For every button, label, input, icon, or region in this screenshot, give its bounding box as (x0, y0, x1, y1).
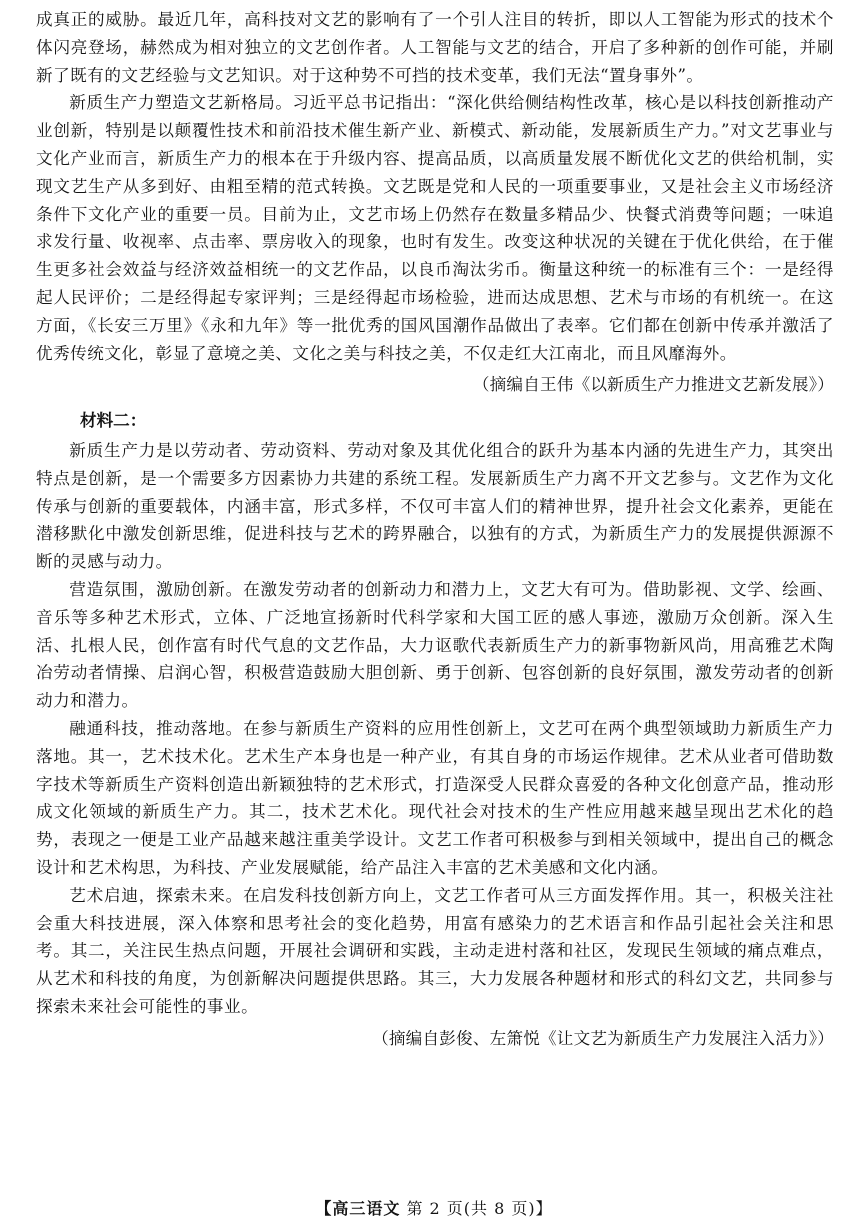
material-two-paragraph-2: 营造氛围，激励创新。在激发劳动者的创新动力和潜力上，文艺大有可为。借助影视、文学、绘画、音乐等多种艺术形式，立体、广泛地宣扬新时代科学家和大国工匠的感人事迹，激励万众创新。深入生活、扎根人民，创作富有时代气息的文艺作品，大力讴歌代表新质生产力的新事物新风尚，用高雅艺术陶冶劳动者情操、启润心智，积极营造鼓励大胆创新、勇于创新、包容创新的良好氛围，激发劳动者的创新动力和潜力。 (36, 579, 834, 711)
material-two-paragraph-3: 融通科技，推动落地。在参与新质生产资料的应用性创新上，文艺可在两个典型领域助力新质生产力落地。其一，艺术技术化。艺术生产本身也是一种产业，有其自身的市场运作规律。艺术从业者可借助数字技术等新质生产资料创造出新颖独特的艺术形式，打造深受人民群众喜爱的各种文化创意产品，推动形成文化领域的新质生产力。其二，技术艺术化。现代社会对技术的生产性应用越来越呈现出艺术化的趋势，表现之一便是工业产品越来越注重美学设计。文艺工作者可积极参与到相关领域中，提出自己的概念设计和艺术构思，为科技、产业发展赋能，给产品注入丰富的艺术美感和文化内涵。 (36, 718, 834, 877)
material-one-paragraph-continued: 成真正的威胁。最近几年，高科技对文艺的影响有了一个引人注目的转折，即以人工智能为形式的技术个体闪亮登场，赫然成为相对独立的文艺创作者。人工智能与文艺的结合，开启了多种新的创作可能，并刷新了既有的文艺经验与文艺知识。对于这种势不可挡的技术变革，我们无法“置身事外”。 (36, 10, 834, 85)
material-two-paragraph-4: 艺术启迪，探索未来。在启发科技创新方向上，文艺工作者可从三方面发挥作用。其一，积极关注社会重大科技进展，深入体察和思考社会的变化趋势，用富有感染力的艺术语言和作品引起社会关注和思考。其二，关注民生热点问题，开展社会调研和实践，主动走进村落和社区，发现民生领域的痛点难点，从艺术和科技的角度，为创新解决问题提供思路。其三，大力发展各种题材和形式的科幻文艺，共同参与探索未来社会可能性的事业。 (36, 885, 834, 1016)
material-two-paragraph-1: 新质生产力是以劳动者、劳动资料、劳动对象及其优化组合的跃升为基本内涵的先进生产力，其突出特点是创新，是一个需要多方因素协力共建的系统工程。发展新质生产力离不开文艺参与。文艺作为文化传承与创新的重要载体，内涵丰富，形式多样，不仅可丰富人们的精神世界，提升社会文化素养，更能在潜移默化中激发创新思维，促进科技与艺术的跨界融合，以独有的方式，为新质生产力的发展提供源源不断的灵感与动力。 (36, 440, 834, 572)
footer-page-info: 第 2 页(共 8 页)】 (406, 1199, 553, 1218)
material-one-paragraph-2: 新质生产力塑造文艺新格局。习近平总书记指出：“深化供给侧结构性改革，核心是以科技创新推动产业创新，特别是以颠覆性技术和前沿技术催生新产业、新模式、新动能，发展新质生产力。”对文艺事业与文化产业而言，新质生产力的根本在于升级内容、提高品质，以高质量发展不断优化文艺的供给机制，实现文艺生产从多到好、由粗至精的范式转换。文艺既是党和人民的一项重要事业，又是社会主义市场经济条件下文化产业的重要一员。目前为止，文艺市场上仍然存在数量多精品少、快餐式消费等问题；一味追求发行量、收视率、点击率、票房收入的现象，也时有发生。改变这种状况的关键在于优化供给，在于催生更多社会效益与经济效益相统一的文艺作品，以良币淘汰劣币。衡量这种统一的标准有三个：一是经得起人民评价；二是经得起专家评判；三是经得起市场检验，进而达成思想、艺术与市场的有机统一。在这方面，《长安三万里》《永和九年》等一批优秀的国风国潮作品做出了表率。它们都在创新中传承并激活了优秀传统文化，彰显了意境之美、文化之美与科技之美，不仅走红大江南北，而且风靡海外。 (36, 93, 834, 363)
footer-subject: 【高三语文 (315, 1199, 401, 1218)
material-two-source: （摘编自彭俊、左箫悦《让文艺为新质生产力发展注入活力》） (372, 1028, 834, 1048)
material-two-heading: 材料二： (80, 411, 147, 431)
page-footer (0, 1196, 868, 1219)
material-one-source: （摘编自王伟《以新质生产力推进文艺新发展》） (472, 375, 834, 395)
page-content (36, 6, 834, 1052)
